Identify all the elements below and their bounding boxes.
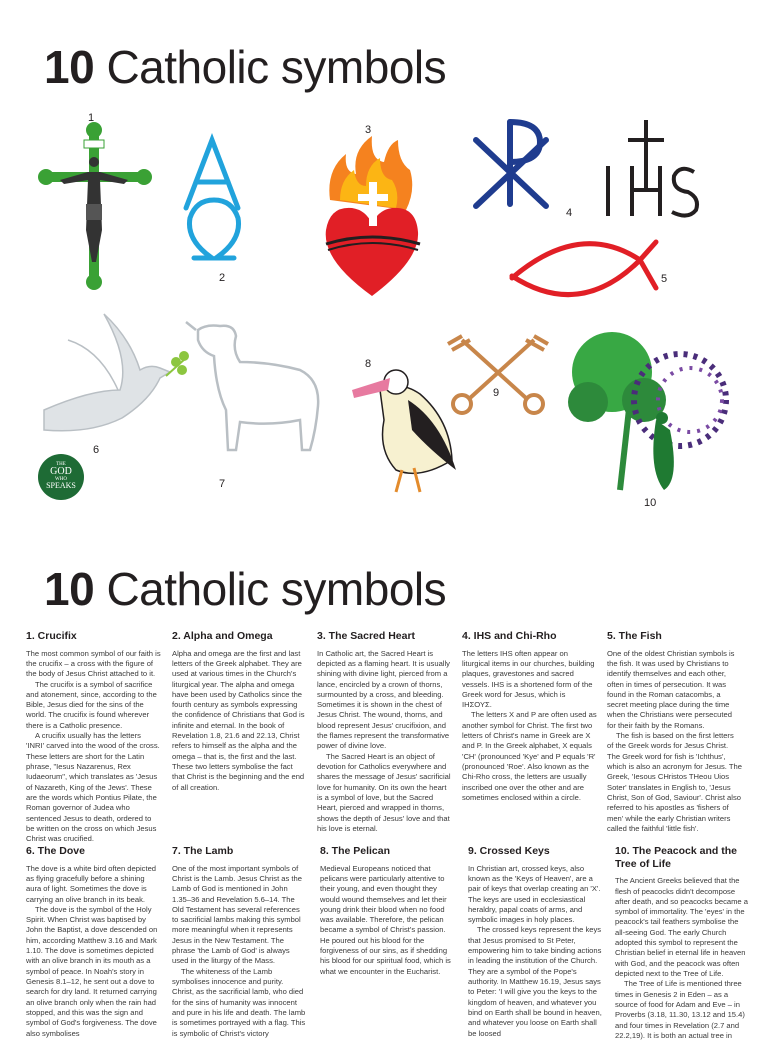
- figure-label-8: 8: [365, 358, 372, 370]
- section-fish: 5. The Fish One of the oldest Christian symbols is the fish. It was used by Christians to identify themselves and each other, often in times of persecution. It was found in the Roman catacombs, a secret meeting place during the time when the Christians were persecuted for their faith by the Romans. The fish is based on the first letters of the Greek words for Jesus Christ. The Greek word for fish is 'Ichthus', which is also an acronym for Jesus. The Greek, 'Iesous CHristos THeou Uios Soter' translates in English to, 'Jesus Christ, Son of God, Saviour'. Christ also referred to his apostles as 'fishers of men' while the early Christian writers called the faithful 'little fish'.: [607, 630, 742, 833]
- fish-icon: [512, 242, 656, 295]
- section-title-number: 10: [44, 563, 95, 615]
- section-alpha-omega: 2. Alpha and Omega Alpha and omega are the first and last letters of the Greek alphabet. They are used at various times in the Church's liturgical year. The alpha and omega have been used by Catholics since the fourth century as symbols expressing the confidence of Christians that God is infinite and eternal. In the book of Revelation 1.8, 21.6 and 22.13, Christ refers to himself as the alpha and the omega – that is, the first and the last. These two letters symbolise the fact that Christ is the beginning and the end of all creation.: [172, 630, 307, 793]
- heading-alpha-omega: 2. Alpha and Omega: [172, 630, 273, 642]
- figure-label-5: 5: [661, 273, 668, 285]
- title-text: Catholic symbols: [94, 41, 447, 93]
- lamb-icon: [186, 322, 318, 450]
- section-dove: 6. The Dove The dove is a white bird often depicted as flying gracefully before a shining aura of light. Sometimes the dove is carrying an olive branch in its beak. The dove is the symbol of the Holy Spirit. When Christ was baptised by John the Baptist, a dove descended on him, according Matthew 3.16 and Mark 1.10. The dove is sometimes depicted with an olive branch in its mouth as a symbol of peace. In Noah's story in Genesis 8.1–12, he sent out a dove to search for dry land. It returned carrying an olive branch only when the rain had stopped, and this was the sign and symbol of God's forgiveness. The dove also symbolises: [26, 845, 161, 1024]
- chi-rho-icon: [476, 122, 546, 206]
- section-title: [44, 563, 447, 615]
- ihs-icon: [608, 120, 697, 216]
- heading-pelican: 8. The Pelican: [320, 845, 391, 857]
- pelican-icon: [352, 370, 456, 492]
- title-number: 10: [44, 41, 95, 93]
- section-crucifix: 1. Crucifix The most common symbol of our faith is the crucifix – a cross with the figure of the body of Jesus Christ attached to it. The crucifix is a symbol of sacrifice and atonement, since, according to the Bible, Jesus died for the sins of the world. The crucifix is found wherever there is a Catholic presence. A crucifix usually has the letters 'INRI' carved into the wood of the cross. These letters are short for the Latin phrase, "Iesus Nazarenus, Rex Iudaeorum", which translates as 'Jesus of Nazareth, King of the Jews'. These are the words which Pontius Pilate, the Roman governor of Judea who sentenced Jesus to death, ordered to be written on the cross on which Jesus Christ was crucified.: [26, 630, 161, 844]
- heading-sacred-heart: 3. The Sacred Heart: [317, 630, 416, 642]
- peacock-tree-icon: [568, 332, 726, 490]
- section-title-text: Catholic symbols: [94, 563, 447, 615]
- symbols-illustration: [0, 100, 768, 530]
- heading-ihs-chi-rho: 4. IHS and Chi-Rho: [462, 630, 557, 642]
- heading-peacock: 10. The Peacock and the Tree of Life: [615, 845, 737, 870]
- figure-label-7: 7: [219, 478, 226, 490]
- figure-label-2: 2: [219, 272, 226, 284]
- god-who-speaks-logo: THE GOD WHO SPEAKS: [38, 454, 84, 500]
- heading-crossed-keys: 9. Crossed Keys: [468, 845, 550, 857]
- figure-label-10: 10: [644, 497, 657, 509]
- heading-crucifix: 1. Crucifix: [26, 630, 77, 642]
- section-peacock: 10. The Peacock and the Tree of Life The Ancient Greeks believed that the flesh of peacocks didn't decompose after death, and so peacocks became a symbol of immortality. The 'eyes' in the peacock's tail feathers symbolise the all-seeing God. The early Church adopted this symbol to represent the Christian belief in eternal life in heaven with God, and the peacock was often depicted next to the Tree of Life. The Tree of Life is mentioned three times in Genesis 2 in Eden – as a source of food for Adam and Eve – in Proverbs (3.18, 11.30, 13.12 and 15.4) and four times in Revelation (2.7 and 22.2,19). It is both an actual tree in: [615, 845, 750, 1024]
- crucifix-icon: [38, 122, 152, 290]
- section-crossed-keys: 9. Crossed Keys In Christian art, crossed keys, also known as the 'Keys of Heaven', are a pair of keys that overlap creating an 'X'. The keys are used in ecclesiastical heraldry, papal coats of arms, and symbolic images in holy places. The crossed keys represent the keys that Jesus promised to St Peter, empowering him to take binding actions in leading the institution of the Church. They are a symbol of the Pope's authority. In Matthew 16.19, Jesus says to Peter: 'I will give you the keys to the kingdom of heaven, and whatever you bind on Earth shall be bound in heaven, and whatever you loose on Earth shall be loosed: [468, 845, 602, 1038]
- section-sacred-heart: 3. The Sacred Heart In Catholic art, the Sacred Heart is depicted as a flaming heart. It is usually shining with divine light, pierced from a lance, encircled by a crown of thorns, surmounted by a cross, and bleeding. Sometimes it is shown in the chest of Jesus Christ. The wound, thorns, and blood represent Jesus' crucifixion, and the flames represent the transformative power of divine love. The Sacred Heart is an object of devotion for Catholics everywhere and shares the message of Jesus' sacrificial love for humanity. On its own the heart is a symbol of love, but the Sacred Heart, pierced and wrapped in thorns, shows the depth of Jesus' love and that his love is eternal.: [317, 630, 451, 833]
- figure-label-4: 4: [566, 207, 573, 219]
- crossed-keys-icon: [448, 336, 548, 413]
- figure-label-3: 3: [365, 124, 372, 136]
- dove-icon: [44, 314, 189, 431]
- figure-label-6: 6: [93, 444, 100, 456]
- section-pelican: 8. The Pelican Medieval Europeans noticed that pelicans were particularly attentive to their young, and even thought they would wound themselves and let their young drink their blood when no food was available. Therefore, the pelican became a symbol of Christ's passion. He poured out his blood for the forgiveness of our sins, as if shedding his blood for our spiritual food, which is what we encounter in the Eucharist.: [320, 845, 455, 1024]
- alpha-omega-icon: [186, 140, 239, 258]
- section-ihs-chi-rho: 4. IHS and Chi-Rho The letters IHS often appear on liturgical items in our churches, building plaques, gravestones and sacred vessels. IHS is a shortened form of the Greek word for Jesus, which is ΙΗΣΟΥΣ. The letters X and P are often used as another symbol for Christ. The first two letters of Christ's name in Greek are X and P. In the Greek alphabet, X equals 'CH' (pronounced 'Kye' and P equals 'R' (pronounced 'Roe'. Also known as the Chi-Rho cross, the letters are usually inscribed one over the other and are sometimes enclosed within a circle.: [462, 630, 597, 802]
- figure-label-1: 1: [88, 112, 95, 124]
- heading-dove: 6. The Dove: [26, 845, 85, 857]
- page-title: [44, 41, 447, 93]
- sacred-heart-icon: [326, 136, 420, 296]
- heading-fish: 5. The Fish: [607, 630, 662, 642]
- figure-label-9: 9: [493, 387, 500, 399]
- heading-lamb: 7. The Lamb: [172, 845, 234, 857]
- section-lamb: 7. The Lamb One of the most important symbols of Christ is the Lamb. Jesus Christ as the Lamb of God is mentioned in John 1.35–36 and Revelation 5.6–14. The Old Testament has several references to sacrificial lambs making this symbol more meaningful when it represents Jesus in the New Testament. The phrase 'the Lamb of God' is always used in the liturgy of the Mass. The whiteness of the Lamb symbolises innocence and purity. Christ, as the sacrificial lamb, who died for the sins of humanity was innocent and pure in his life and death. The lamb is sometimes portrayed with a flag. This is symbolic of Christ's victory: [172, 845, 306, 1038]
